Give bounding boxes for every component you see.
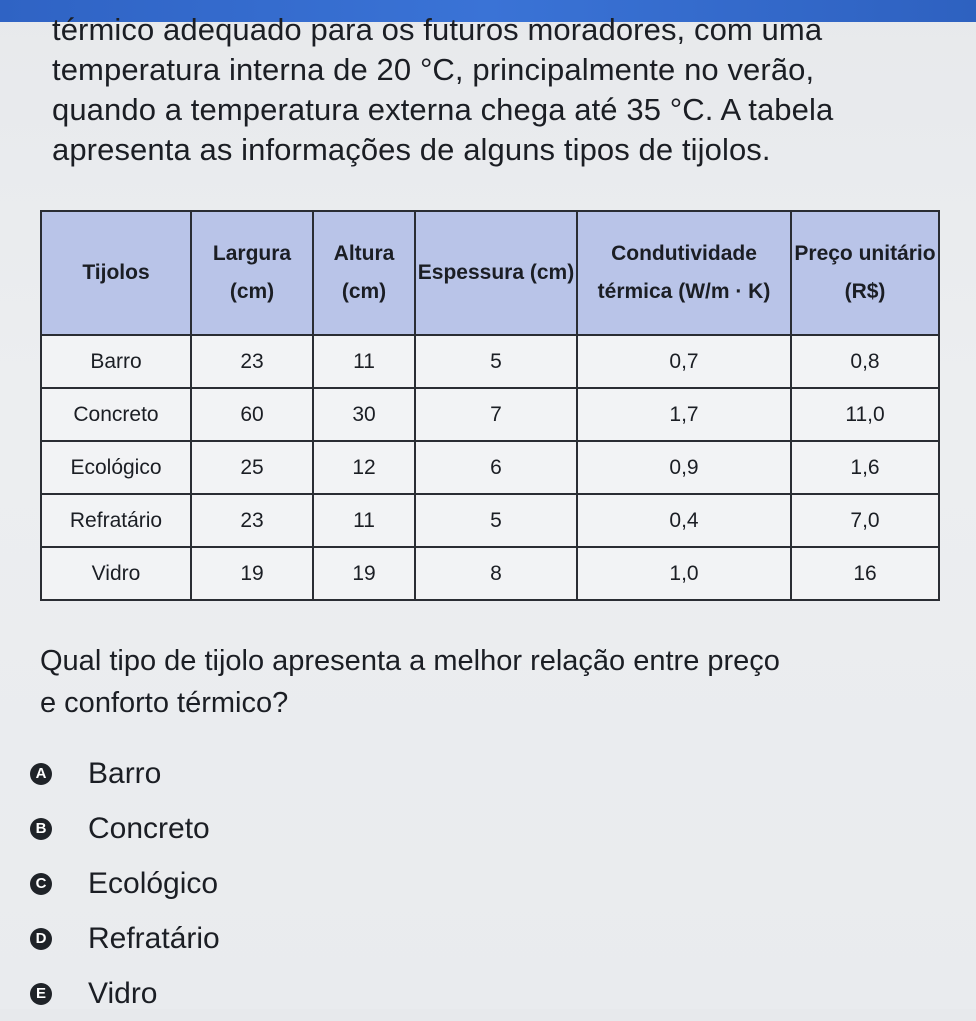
cell-espessura: 8 bbox=[415, 547, 577, 600]
intro-line: térmico adequado para os futuros moradores, com uma bbox=[52, 12, 823, 47]
cell-altura: 11 bbox=[313, 335, 415, 388]
option-a[interactable] bbox=[30, 746, 220, 801]
table-header-row bbox=[41, 211, 939, 335]
cell-altura: 30 bbox=[313, 388, 415, 441]
option-label: Ecológico bbox=[88, 866, 219, 900]
option-b[interactable] bbox=[30, 801, 220, 856]
cell-tijolo: Concreto bbox=[41, 388, 191, 441]
question-line: Qual tipo de tijolo apresenta a melhor relação entre preço bbox=[40, 645, 780, 677]
cell-condutividade: 1,7 bbox=[577, 388, 791, 441]
header-condutividade: Condutividade térmica (W/m · K) bbox=[577, 211, 791, 335]
cell-espessura: 6 bbox=[415, 441, 577, 494]
cell-tijolo: Vidro bbox=[41, 547, 191, 600]
cell-preco: 11,0 bbox=[791, 388, 939, 441]
cell-largura: 60 bbox=[191, 388, 313, 441]
option-letter-icon: B bbox=[30, 818, 52, 840]
option-letter-icon: C bbox=[30, 873, 52, 895]
intro-line: quando a temperatura externa chega até 35 °C. A tabela bbox=[52, 92, 834, 127]
intro-line: apresenta as informações de alguns tipos de tijolos. bbox=[52, 132, 771, 167]
option-label: Refratário bbox=[88, 921, 220, 955]
cell-preco: 1,6 bbox=[791, 441, 939, 494]
cell-preco: 0,8 bbox=[791, 335, 939, 388]
option-d[interactable] bbox=[30, 911, 220, 966]
intro-line: temperatura interna de 20 °C, principalmente no verão, bbox=[52, 52, 815, 87]
cell-tijolo: Barro bbox=[41, 335, 191, 388]
cell-condutividade: 0,7 bbox=[577, 335, 791, 388]
cell-largura: 25 bbox=[191, 441, 313, 494]
cell-espessura: 7 bbox=[415, 388, 577, 441]
cell-tijolo: Ecológico bbox=[41, 441, 191, 494]
header-tijolos: Tijolos bbox=[41, 211, 191, 335]
cell-condutividade: 1,0 bbox=[577, 547, 791, 600]
cell-tijolo: Refratário bbox=[41, 494, 191, 547]
cell-preco: 7,0 bbox=[791, 494, 939, 547]
table-row bbox=[41, 335, 939, 388]
header-preco: Preço unitário (R$) bbox=[791, 211, 939, 335]
intro-text bbox=[52, 10, 952, 170]
question-text bbox=[40, 640, 950, 724]
option-label: Vidro bbox=[88, 976, 158, 1010]
option-letter-icon: D bbox=[30, 928, 52, 950]
table-row bbox=[41, 494, 939, 547]
table-row bbox=[41, 441, 939, 494]
cell-condutividade: 0,9 bbox=[577, 441, 791, 494]
cell-altura: 11 bbox=[313, 494, 415, 547]
cell-espessura: 5 bbox=[415, 335, 577, 388]
option-letter-icon: A bbox=[30, 763, 52, 785]
cell-condutividade: 0,4 bbox=[577, 494, 791, 547]
bricks-table bbox=[40, 210, 938, 601]
header-altura: Altura (cm) bbox=[313, 211, 415, 335]
option-c[interactable] bbox=[30, 856, 220, 911]
option-letter-icon: E bbox=[30, 983, 52, 1005]
answer-options bbox=[30, 746, 220, 1021]
cell-largura: 19 bbox=[191, 547, 313, 600]
header-espessura: Espessura (cm) bbox=[415, 211, 577, 335]
table-row bbox=[41, 547, 939, 600]
cell-largura: 23 bbox=[191, 494, 313, 547]
option-label: Concreto bbox=[88, 811, 210, 845]
option-label: Barro bbox=[88, 756, 162, 790]
cell-espessura: 5 bbox=[415, 494, 577, 547]
cell-altura: 19 bbox=[313, 547, 415, 600]
cell-largura: 23 bbox=[191, 335, 313, 388]
question-line: e conforto térmico? bbox=[40, 687, 289, 719]
table-row bbox=[41, 388, 939, 441]
option-e[interactable] bbox=[30, 966, 220, 1021]
cell-altura: 12 bbox=[313, 441, 415, 494]
cell-preco: 16 bbox=[791, 547, 939, 600]
header-largura: Largura (cm) bbox=[191, 211, 313, 335]
